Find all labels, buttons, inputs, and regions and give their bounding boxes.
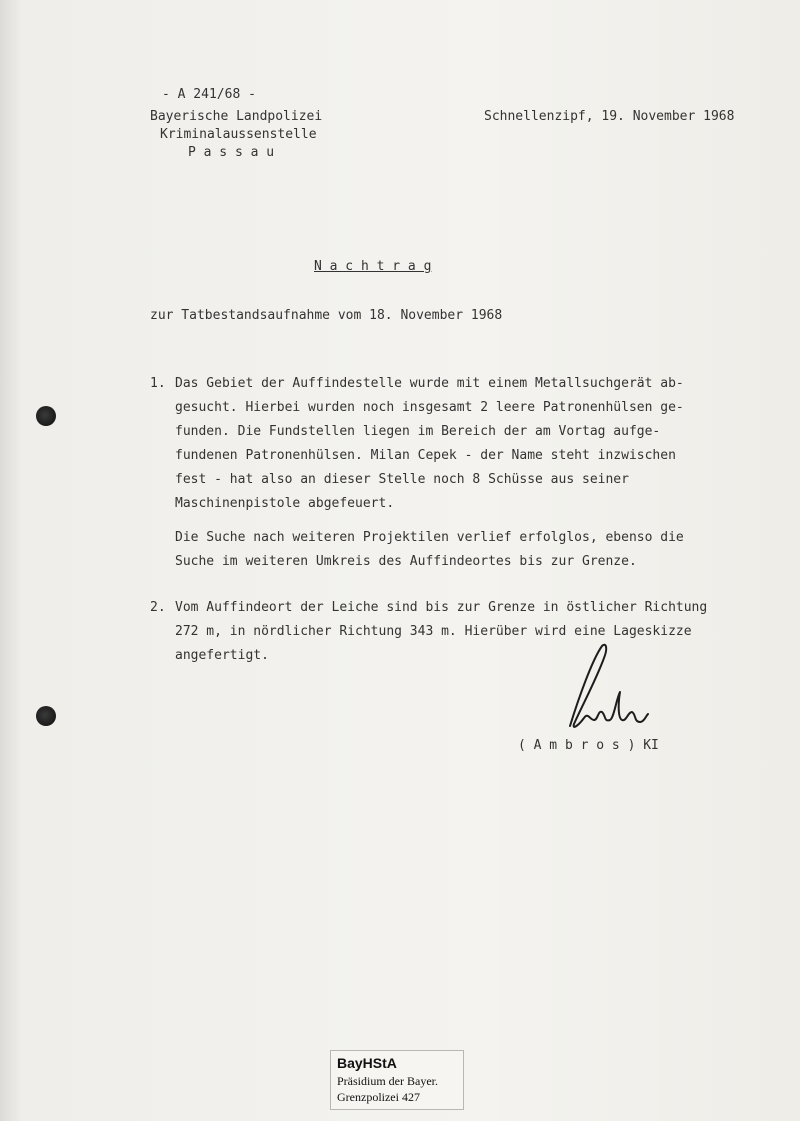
item-line: Vom Auffindeort der Leiche sind bis zur Grenze in östlicher Richtung [175,600,708,615]
item-line: Die Suche nach weiteren Projektilen verlief erfolglos, ebenso die [175,530,684,545]
item-line: funden. Die Fundstellen liegen im Bereich der am Vortag aufge- [175,424,661,439]
item-line: angefertigt. [175,648,269,663]
punch-hole [36,406,56,426]
item-line: Maschinenpistole abgefeuert. [175,496,395,511]
place-date: Schnellenzipf, 19. November 1968 [484,109,735,124]
punch-hole [36,706,56,726]
archive-reference: Grenzpolizei 427 [337,1090,420,1104]
agency-name: Bayerische Landpolizei [150,109,323,124]
document-title: N a c h t r a g [314,259,432,274]
file-number: - A 241/68 - [162,87,256,102]
item-number: 2. [150,600,166,615]
item-line: Das Gebiet der Auffindestelle wurde mit einem Metallsuchgerät ab- [175,376,684,391]
signature-name: ( A m b r o s ) KI [518,738,659,753]
archive-name: BayHStA [337,1055,397,1071]
item-number: 1. [150,376,166,391]
handwritten-signature [540,640,660,740]
document-subtitle: zur Tatbestandsaufnahme vom 18. November 1968 [150,308,503,323]
archive-collection: Präsidium der Bayer. [337,1074,438,1088]
archive-stamp [330,1050,464,1110]
agency-city: P a s s a u [188,145,275,160]
item-line: fundenen Patronenhülsen. Milan Cepek - der Name steht inzwischen [175,448,676,463]
item-line: gesucht. Hierbei wurden noch insgesamt 2 leere Patronenhülsen ge- [175,400,684,415]
item-line: 272 m, in nördlicher Richtung 343 m. Hierüber wird eine Lageskizze [175,624,692,639]
item-line: Suche im weiteren Umkreis des Auffindeortes bis zur Grenze. [175,554,637,569]
item-line: fest - hat also an dieser Stelle noch 8 Schüsse aus seiner [175,472,629,487]
agency-department: Kriminalaussenstelle [160,127,317,142]
